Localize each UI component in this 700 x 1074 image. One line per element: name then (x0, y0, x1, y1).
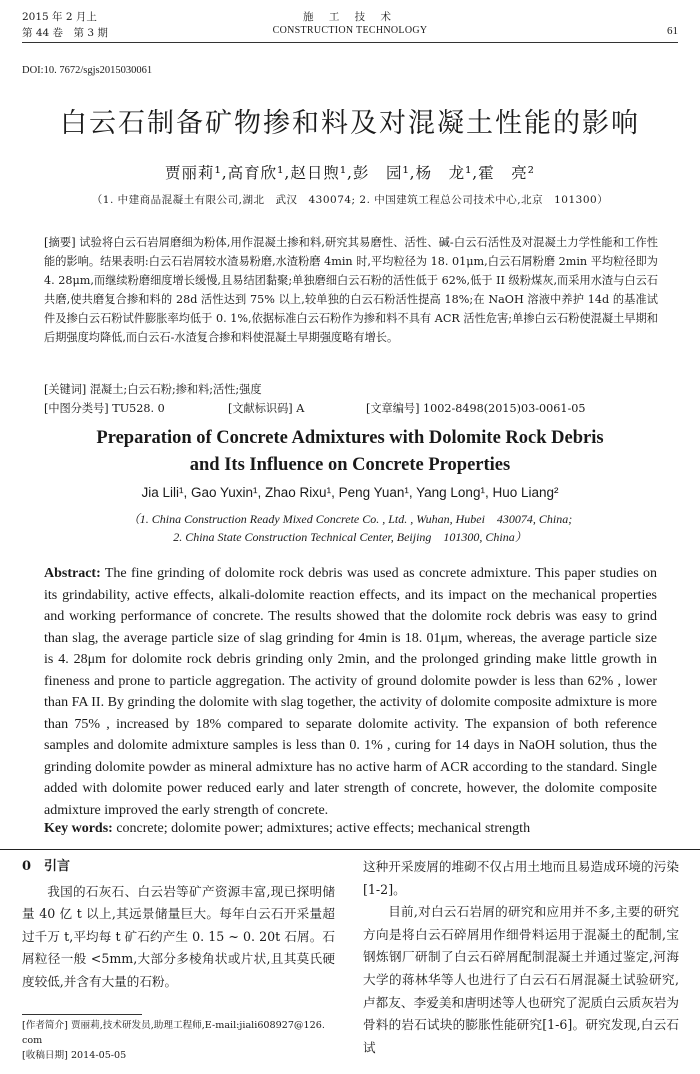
clc-number (44, 400, 165, 416)
footnote (22, 1018, 338, 1063)
volume-issue: 第 44 卷 第 3 期 (22, 27, 108, 39)
doi: DOI:10. 7672/sgjs2015030061 (22, 65, 153, 76)
affiliation-en-1: （1. China Construction Ready Mixed Concrete Co. , Ltd. , Wuhan, Hubei 430074, China; (127, 512, 573, 526)
doc-code-value: A (296, 402, 305, 415)
clc-value: TU528. 0 (112, 402, 165, 415)
doc-code-label: [文献标识码] (228, 402, 293, 415)
body-paragraph: 我国的石灰石、白云岩等矿产资源丰富,现已探明储量 40 亿 t 以上,其远景储量巨大。每年白云石开采量超过千万 t,平均每 t 矿石约产生 0. 15 ~ 0. 20t 石屑。石屑粒径一般 <5mm,大部分多棱角状或片状,且其莫氏硬度较低,并含有大量的石粉。 (22, 883, 335, 989)
body-left-column (22, 856, 335, 994)
body-paragraph-continued: 这种开采废屑的堆砌不仅占用土地而且易造成环境的污染[1-2]。 (363, 859, 679, 897)
affiliation-en-2: 2. China State Construction Technical Center, Beijing 101300, China） (173, 530, 527, 544)
section-heading: 0 引言 (22, 859, 71, 874)
keywords-cn-label: [关键词] (44, 383, 87, 396)
footnote-rule (22, 1014, 142, 1015)
keywords-en (44, 821, 530, 837)
title-en (0, 425, 700, 479)
document-code (228, 400, 304, 416)
journal-name-cn: 施 工 技 术 (302, 11, 397, 23)
journal-name-en: CONSTRUCTION TECHNOLOGY (272, 25, 428, 36)
authors-cn: 贾丽莉¹,高育欣¹,赵日煦¹,彭 园¹,杨 龙¹,霍 亮² (165, 164, 535, 182)
clc-label: [中图分类号] (44, 402, 109, 415)
abstract-en-label: Abstract: (44, 566, 101, 581)
title-cn: 白云石制备矿物掺和料及对混凝土性能的影响 (60, 108, 640, 139)
article-no-value: 1002-8498(2015)03-0061-05 (423, 402, 586, 415)
keywords-cn (44, 381, 262, 397)
body-paragraph: 目前,对白云石岩屑的研究和应用并不多,主要的研究方向是将白云石碎屑用作细骨料运用于混凝土的配制,宝钢炼钢厂研制了白云石碎屑配制混凝土并通过鉴定,河海大学的蒋林华等人也进行了白云石石屑混凝土试验研究,卢都友、李爱美和唐明述等人也研究了泥质白云质灰岩为骨料的岩石试块的膨胀性能研究[1-6]。研究发现,白云石试 (363, 904, 679, 1055)
title-en-line2: and Its Influence on Concrete Properties (189, 455, 511, 475)
running-header (22, 9, 678, 43)
keywords-cn-text: 混凝土;白云石粉;掺和料;活性;强度 (89, 383, 262, 396)
body-right-column (363, 856, 679, 1059)
abstract-cn-label: [摘要] (44, 236, 76, 249)
abstract-cn-text: 试验将白云石岩屑磨细为粉体,用作混凝土掺和料,研究其易磨性、活性、碱-白云石活性及对混凝土力学性能和工作性能的影响。结果表明:白云石岩屑较水渣易粉磨,水渣粉磨 4min 时,平均粒径为 18. 01μm,白云石屑粉磨 2min 平均粒径即为 4. 28μm,而继续粉磨细度增长缓慢,且易结团黏聚;单独磨细白云石粉的活性低于 62%,低于 II 级粉煤灰,而采用水渣与白云石共磨,使共磨复合掺和料的 28d 活性达到 75% 以上,较单独的白云石粉活性提高 18%;在 NaOH 溶液中养护 14d 的基准试件及掺白云石粉试件膨胀率均低于 0. 1%,依据标准白云石粉作为掺和料不具有 ACR 活性危害;单掺白云石粉使混凝土早期和后期强度均降低,而白云石-水渣复合掺和料使混凝土早期强度略有增长。 (44, 236, 658, 344)
author-note (22, 1018, 338, 1048)
keywords-en-label: Key words: (44, 821, 113, 836)
issue-date: 2015 年 2 月上 (22, 11, 97, 23)
affiliation-cn: （1. 中建商品混凝土有限公司,湖北 武汉 430074; 2. 中国建筑工程总公司技术中心,北京 101300） (91, 194, 609, 206)
page-number: 61 (667, 25, 678, 37)
received-label: [收稿日期] (22, 1050, 68, 1061)
author-note-label: [作者简介] (22, 1020, 68, 1031)
received-value: 2014-05-05 (70, 1050, 127, 1061)
keywords-en-text: concrete; dolomite power; admixtures; active effects; mechanical strength (116, 821, 531, 836)
received-date (22, 1048, 338, 1063)
abstract-en-text: The fine grinding of dolomite rock debris was used as concrete admixture. This paper studies on its grindability, active effects, alkali-dolomite reaction effects, and its impact on the mechanical properties and working performance of concrete. The results showed that the dolomite rock debris was easy to grind than slag, the average particle size of slag grinding for 4min is 18. 01μm, whereas, the average particle size is 4. 28μm for dolomite rock debris grinding only 2min, and the prolonged grinding make little growth in fineness and prone to particle aggregation. The activity of ground dolomite powder is less than 62% , lower than FA II. By grinding the dolomite with slag together, the activity of dolomite composite admixture is more than 75% , increased by 18% compared to separate dolomite activity. The expansion of both reference samples and dolomite admixture samples is less than 0. 1% , curing for 14 days in NaOH solution, thus the grinding dolomite powder as mineral admixture has no active harm of ACR according to the standard. Single added with dolomite power reduced early and later strength of concrete, however, the dolomite composite admixture improved the early strength of concrete. (44, 566, 657, 818)
title-en-line1: Preparation of Concrete Admixtures with Dolomite Rock Debris (96, 428, 604, 448)
article-number (366, 400, 585, 416)
abstract-cn (44, 233, 658, 347)
authors-en: Jia Lili¹, Gao Yuxin¹, Zhao Rixu¹, Peng Yuan¹, Yang Long¹, Huo Liang² (141, 485, 559, 500)
article-no-label: [文章编号] (366, 402, 420, 415)
abstract-en (44, 563, 657, 821)
section-divider (0, 849, 700, 850)
author-note-text: 贾丽莉,技术研发员,助理工程师,E-mail:jiali608927@126. com (22, 1020, 325, 1046)
